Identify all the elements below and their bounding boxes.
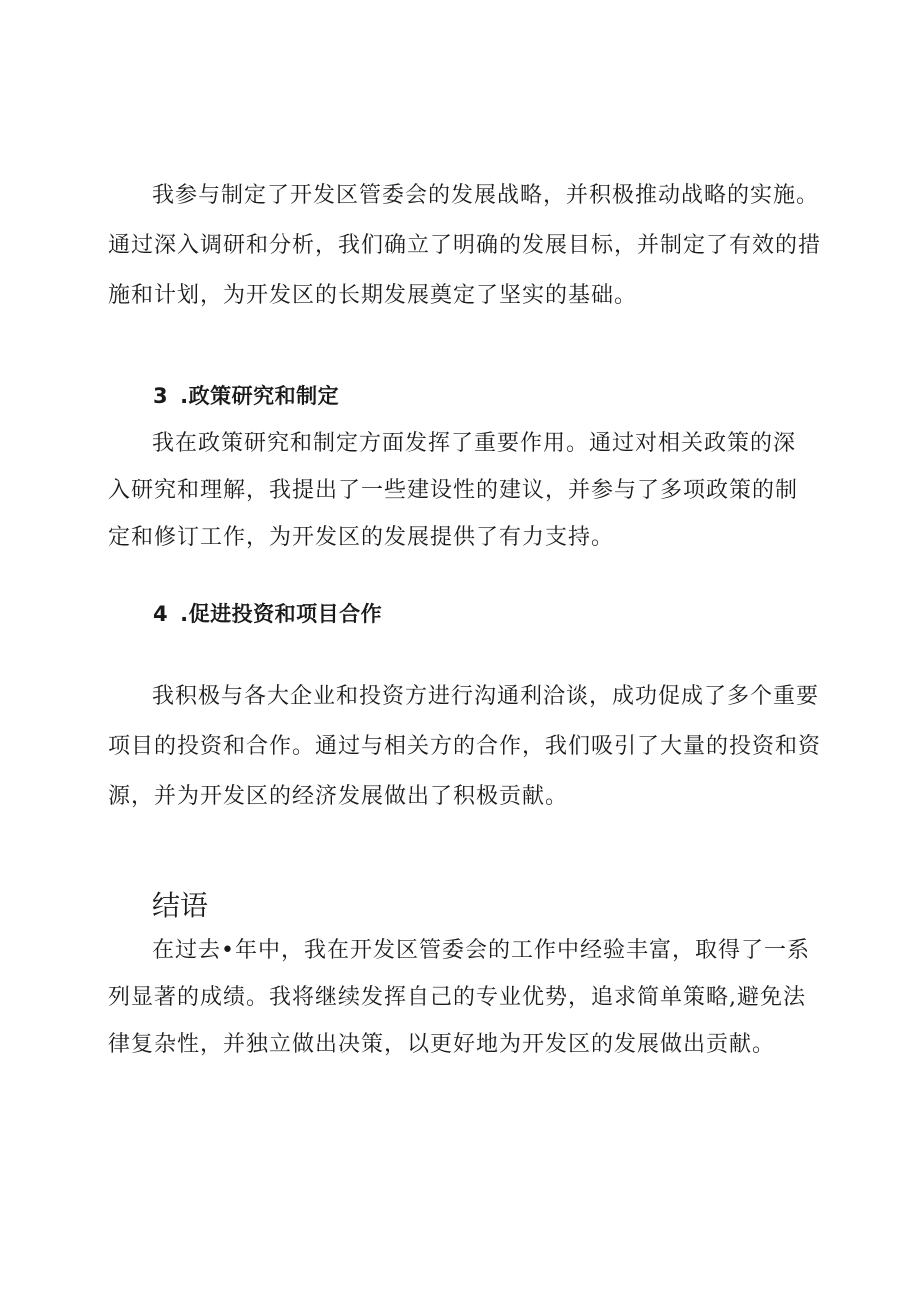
paragraph-investment <box>108 672 820 822</box>
paragraph-line: 在过去•年中，我在开发区管委会的工作中经验丰富，取得了一系 <box>152 938 810 963</box>
paragraph-policy <box>108 420 820 561</box>
section-heading-policy <box>153 380 339 410</box>
paragraph-line: 施和计划，为开发区的长期发展奠定了坚实的基础。 <box>108 283 638 308</box>
paragraph-line: 我积极与各大企业和投资方进行沟通利洽谈，成功促成了多个重要 <box>152 684 820 709</box>
paragraph-line: 列显著的成绩。我将继续发挥自己的专业优势，追求简单策略,避免法 <box>108 985 806 1010</box>
paragraph-line: 通过深入调研和分析，我们确立了明确的发展目标，并制定了有效的措 <box>108 233 822 258</box>
section-number: 3 <box>153 384 169 408</box>
paragraph-strategy <box>108 171 820 321</box>
paragraph-line: 我参与制定了开发区管委会的发展战略，并积极推动战略的实施。 <box>152 183 820 208</box>
paragraph-line: 入研究和理解，我提出了一些建设性的建议，并参与了多项政策的制 <box>108 478 799 503</box>
section-number: 4 <box>153 602 169 626</box>
section-title: .促进投资和项目合作 <box>180 602 383 626</box>
paragraph-conclusion <box>108 927 820 1068</box>
section-title: .政策研究和制定 <box>180 384 340 408</box>
paragraph-line: 律复杂性，并独立做出决策，以更好地为开发区的发展做出贡献。 <box>108 1032 776 1057</box>
paragraph-line: 定和修订工作，为开发区的发展提供了有力支持。 <box>108 525 615 550</box>
paragraph-line: 我在政策研究和制定方面发挥了重要作用。通过对相关政策的深 <box>152 431 797 456</box>
paragraph-line: 项目的投资和合作。通过与相关方的合作，我们吸引了大量的投资和资 <box>108 734 822 759</box>
section-heading-investment <box>153 598 382 628</box>
conclusion-heading: 结语 <box>152 889 209 922</box>
paragraph-line: 源，并为开发区的经济发展做出了积极贡献。 <box>108 784 569 809</box>
